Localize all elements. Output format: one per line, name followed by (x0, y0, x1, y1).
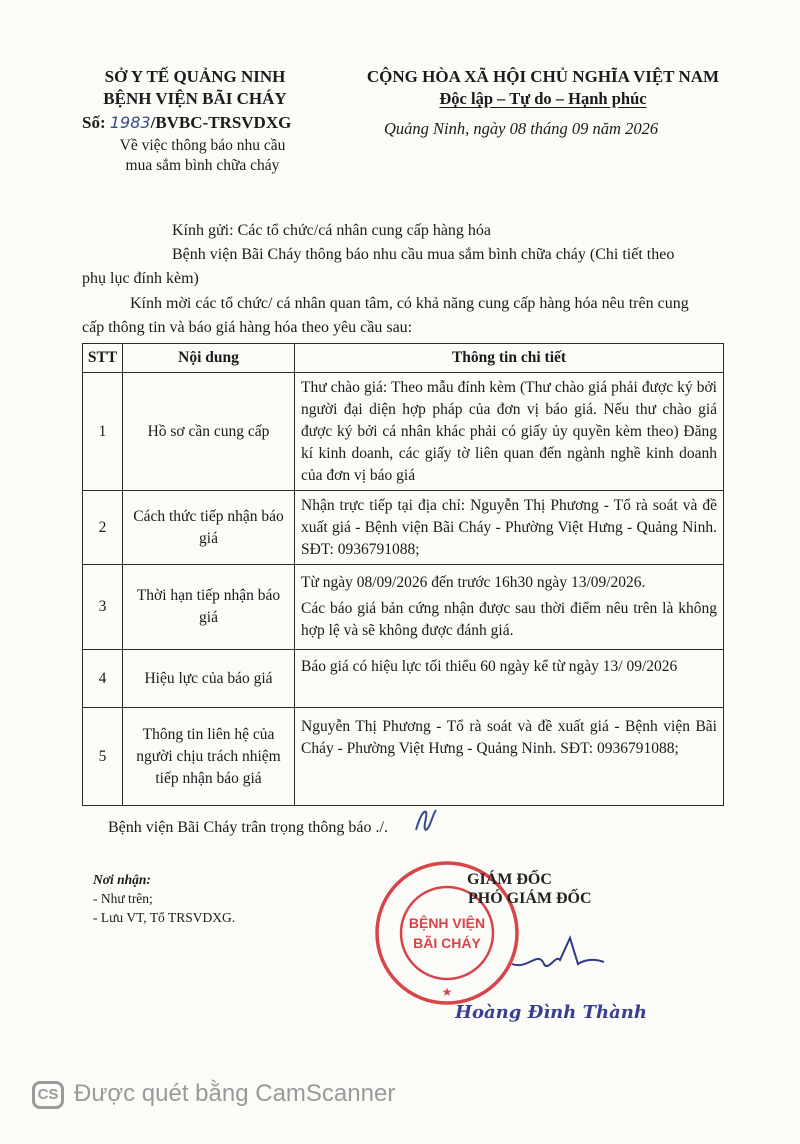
national-header (338, 66, 748, 110)
row-detail (295, 565, 724, 650)
closing-line: Bệnh viện Bãi Cháy trân trọng thông báo ./. (108, 819, 388, 836)
row-content: Cách thức tiếp nhận báo giá (123, 491, 295, 565)
col-header-stt: STT (83, 344, 123, 373)
document-subject (90, 136, 315, 176)
ref-number: 1983 (109, 113, 151, 132)
table-row (83, 373, 724, 491)
hospital-name: BỆNH VIỆN BÃI CHÁY (103, 89, 287, 108)
seal-text-line-1: BỆNH VIỆN (408, 915, 486, 931)
subject-line-1: Về việc thông báo nhu cầu (119, 137, 286, 154)
row-stt: 4 (83, 650, 123, 708)
row-stt: 3 (83, 565, 123, 650)
row-content: Thông tin liên hệ của người chịu trách nhiệm tiếp nhận báo giá (123, 708, 295, 806)
row-content: Hồ sơ cần cung cấp (123, 373, 295, 491)
row-stt: 2 (83, 491, 123, 565)
initials-mark (412, 806, 440, 836)
ref-prefix: Số: (82, 113, 106, 132)
table-row (83, 565, 724, 650)
signer-name: Hoàng Đình Thành (455, 1002, 647, 1023)
para1-line2: phụ lục đính kèm) (82, 270, 199, 287)
table-row (83, 650, 724, 708)
table-header-row (83, 344, 724, 373)
greeting: Kính gửi: Các tổ chức/cá nhân cung cấp hàng hóa (172, 222, 492, 239)
place-date: Quảng Ninh, ngày 08 tháng 09 năm 2026 (384, 119, 659, 138)
receiver-item: - Lưu VT, Tổ TRSVDXG. (93, 910, 236, 925)
issuer-block (60, 66, 330, 110)
col-header-detail: Thông tin chi tiết (295, 344, 724, 373)
signature-subtitle: PHÓ GIÁM ĐỐC (468, 890, 592, 907)
para2-line2: cấp thông tin và báo giá hàng hóa theo yêu cầu sau: (82, 319, 413, 336)
document-number (82, 113, 291, 133)
handwritten-signature (508, 930, 608, 980)
row-content: Thời hạn tiếp nhận báo giá (123, 565, 295, 650)
row-detail: Thư chào giá: Theo mẫu đính kèm (Thư chào giá phải được ký bởi người đại diện hợp pháp của đơn vị báo giá. Nếu thư chào giá được ký bởi cá nhân khác phải có giấy ủy quyền kèm theo) Đăng kí kinh doanh, các giấy tờ liên quan đến ngành nghề kinh doanh của đơn vị báo giá (295, 373, 724, 491)
col-header-content: Nội dung (123, 344, 295, 373)
row-stt: 1 (83, 373, 123, 491)
row-detail-line-1: Từ ngày 08/09/2026 đến trước 16h30 ngày 13/09/2026. (301, 574, 646, 591)
motto: Độc lập – Tự do – Hạnh phúc (439, 89, 647, 108)
row-content: Hiệu lực của báo giá (123, 650, 295, 708)
table-row (83, 491, 724, 565)
row-detail: Nguyễn Thị Phương - Tổ rà soát và đề xuất giá - Bệnh viện Bãi Cháy - Phường Việt Hưng - Quảng Ninh. SĐT: 0936791088; (295, 708, 724, 806)
ref-suffix: /BVBC-TRSVDXG (150, 113, 292, 132)
subject-line-2: mua sắm bình chữa cháy (125, 157, 280, 174)
camscanner-watermark (32, 1080, 395, 1109)
receivers-block (93, 870, 235, 927)
department-name: SỞ Y TẾ QUẢNG NINH (104, 67, 286, 86)
table-row (83, 708, 724, 806)
receiver-item: - Như trên; (93, 891, 153, 906)
signature-title: GIÁM ĐỐC (467, 871, 552, 888)
para1-line1: Bệnh viện Bãi Cháy thông báo nhu cầu mua sắm bình chữa cháy (Chi tiết theo (172, 246, 675, 263)
camscanner-logo-icon: CS (32, 1081, 64, 1109)
nation-title: CỘNG HÒA XÃ HỘI CHỦ NGHĨA VIỆT NAM (366, 67, 720, 86)
receivers-title: Nơi nhận: (93, 872, 151, 887)
requirements-table (82, 343, 724, 806)
row-detail: Báo giá có hiệu lực tối thiểu 60 ngày kể từ ngày 13/ 09/2026 (295, 650, 724, 708)
row-detail-line-2: Các báo giá bản cứng nhận được sau thời điểm nêu trên là không hợp lệ và sẽ không được đánh giá. (301, 600, 717, 639)
watermark-text: Được quét bằng CamScanner (74, 1080, 396, 1107)
svg-text:★: ★ (441, 985, 453, 999)
row-detail: Nhận trực tiếp tại địa chỉ: Nguyễn Thị Phương - Tổ rà soát và đề xuất giá - Bệnh viện Bãi Cháy - Phường Việt Hưng - Quảng Ninh. SĐT: 0936791088; (295, 491, 724, 565)
row-stt: 5 (83, 708, 123, 806)
seal-text-line-2: BÃI CHÁY (413, 935, 481, 951)
para2-line1: Kính mời các tổ chức/ cá nhân quan tâm, có khả năng cung cấp hàng hóa nêu trên cung (130, 295, 689, 312)
